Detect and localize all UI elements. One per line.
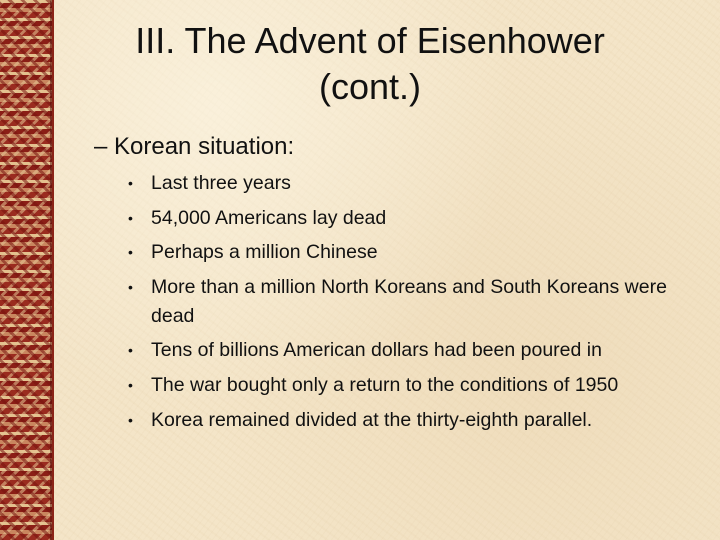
- list-item: [128, 204, 688, 233]
- bullet-marker: •: [128, 209, 133, 226]
- bullet-text: The war bought only a return to the conditions of 1950: [151, 373, 619, 396]
- bullet-marker: •: [128, 175, 133, 191]
- list-item: [128, 169, 688, 198]
- bullet-marker: •: [128, 278, 133, 295]
- list-item: [128, 406, 688, 435]
- list-item: [128, 238, 688, 267]
- list-item: [128, 371, 688, 400]
- bullet-marker: •: [128, 411, 133, 428]
- bullet-text: Last three years: [151, 172, 291, 194]
- bullet-marker: •: [128, 376, 133, 393]
- decorative-border: [0, 0, 52, 540]
- list-item: [128, 336, 688, 365]
- bullet-text: 54,000 Americans lay dead: [151, 206, 387, 229]
- bullet-text: Korea remained divided at the thirty-eighth parallel.: [151, 408, 593, 431]
- bullet-marker: •: [128, 244, 133, 261]
- bullet-text: Tens of billions American dollars had been poured in: [151, 339, 602, 362]
- bullet-list: [128, 169, 688, 440]
- bullet-text: More than a million North Koreans and South Koreans were dead: [151, 275, 667, 327]
- bullet-marker: •: [128, 342, 133, 359]
- subheading: – Korean situation:: [94, 133, 295, 160]
- bullet-text: Perhaps a million Chinese: [151, 241, 378, 264]
- list-item: [128, 273, 688, 331]
- border-divider: [52, 0, 54, 540]
- slide-title: [60, 18, 680, 110]
- title-line-1: III. The Advent of Eisenhower: [135, 20, 605, 61]
- title-line-2: (cont.): [318, 66, 422, 107]
